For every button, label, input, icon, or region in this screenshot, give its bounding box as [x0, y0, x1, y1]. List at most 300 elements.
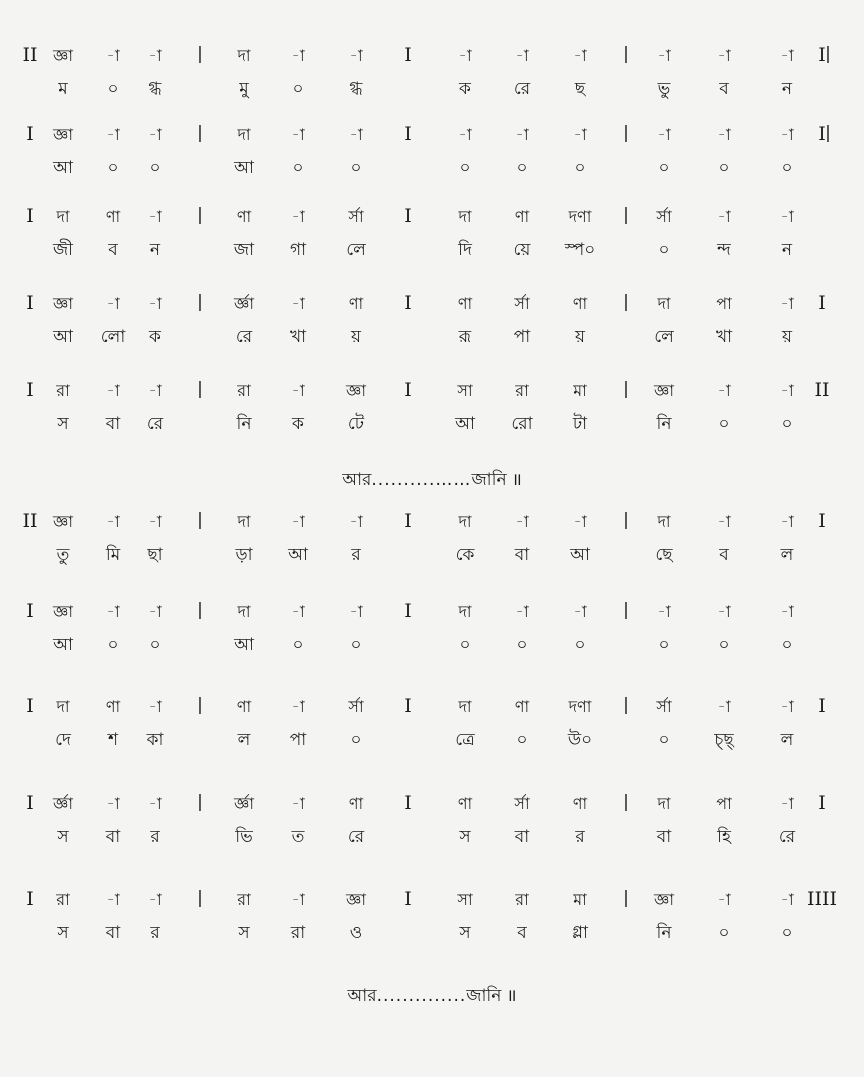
bar-line-marker: IIII: [806, 888, 838, 910]
bar-line-marker: II: [814, 379, 830, 401]
lyric-syllable: হি: [717, 827, 731, 847]
lyric-syllable: স: [238, 923, 250, 943]
swara-note: -া: [106, 125, 120, 144]
swara-note: -া: [106, 602, 120, 621]
lyric-syllable: ন্দ: [717, 240, 731, 260]
lyric-syllable: ০: [718, 158, 730, 178]
lyric-syllable: র: [351, 545, 361, 565]
swara-note: -া: [458, 46, 472, 65]
swara-note: -া: [106, 512, 120, 531]
swara-note: দা: [458, 207, 472, 226]
swara-note: -া: [717, 890, 731, 909]
swara-note: রা: [56, 381, 70, 400]
lyric-syllable: শ: [107, 730, 119, 750]
swara-note: মা: [573, 890, 587, 909]
lyric-syllable: ০: [107, 635, 119, 655]
lyric-syllable: গ্ধ: [148, 79, 162, 99]
lyric-syllable: বা: [656, 827, 672, 847]
swara-note: জ্ঞা: [346, 890, 366, 909]
swara-note: মা: [573, 381, 587, 400]
swara-note: -া: [515, 602, 529, 621]
bar-line-marker: I: [26, 600, 34, 622]
lyric-syllable: রে: [347, 827, 365, 847]
lyric-syllable: য়: [350, 327, 362, 347]
swara-note: -া: [106, 381, 120, 400]
swara-note: -া: [573, 512, 587, 531]
lyric-syllable: স: [57, 923, 69, 943]
lyric-syllable: ন: [781, 240, 793, 260]
lyric-syllable: কে: [455, 545, 475, 565]
swara-note: -া: [458, 125, 472, 144]
lyric-syllable: আ: [570, 545, 590, 565]
refrain-line: [0, 472, 864, 489]
lyric-syllable: রূ: [458, 327, 472, 347]
bar-line-marker: I: [26, 888, 34, 910]
swara-note: -া: [148, 294, 162, 313]
bar-line-marker: I: [404, 123, 412, 145]
swara-note: দা: [237, 512, 251, 531]
lyric-syllable: পা: [513, 327, 531, 347]
lyric-syllable: ল: [780, 545, 794, 565]
bar-line-marker: |: [197, 205, 203, 225]
lyric-syllable: স: [459, 923, 471, 943]
lyric-syllable: উ০: [567, 730, 593, 750]
lyric-syllable: রো: [511, 414, 533, 434]
swara-note: -া: [657, 602, 671, 621]
swara-note: -া: [573, 125, 587, 144]
bar-line-marker: |: [623, 510, 629, 530]
swara-note: দা: [237, 46, 251, 65]
swara-note: -া: [148, 381, 162, 400]
swara-note: ণা: [514, 697, 530, 716]
swara-note: -া: [657, 125, 671, 144]
lyric-syllable: বা: [514, 545, 530, 565]
lyric-syllable: র: [150, 827, 160, 847]
lyric-syllable: ড়া: [235, 545, 253, 565]
swara-note: -া: [780, 294, 794, 313]
lyric-syllable: টে: [347, 414, 365, 434]
swara-note: র্সা: [514, 794, 530, 813]
swara-note: দা: [237, 125, 251, 144]
swara-note: র্সা: [514, 294, 530, 313]
lyric-syllable: আ: [53, 327, 73, 347]
lyric-syllable: বা: [105, 414, 121, 434]
bar-line-marker: I: [404, 695, 412, 717]
swara-note: -া: [780, 697, 794, 716]
swara-note: -া: [148, 602, 162, 621]
swara-note: -া: [717, 512, 731, 531]
lyric-syllable: আ: [455, 414, 475, 434]
bar-line-marker: I: [26, 205, 34, 227]
refrain-mark: ॥: [511, 470, 522, 490]
lyric-syllable: বা: [105, 923, 121, 943]
lyric-syllable: আ: [234, 158, 254, 178]
lyric-syllable: স: [459, 827, 471, 847]
bar-line-marker: |: [197, 379, 203, 399]
swara-note: -া: [515, 512, 529, 531]
bar-line-marker: I: [818, 44, 826, 66]
lyric-syllable: তু: [56, 545, 70, 565]
bar-line-marker: I: [818, 292, 826, 314]
swara-note: -া: [106, 294, 120, 313]
bar-line-marker: I: [26, 695, 34, 717]
bar-line-marker: I: [404, 510, 412, 532]
lyric-syllable: বা: [105, 827, 121, 847]
lyric-syllable: আ: [288, 545, 308, 565]
lyric-syllable: আ: [53, 158, 73, 178]
lyric-syllable: ছা: [147, 545, 163, 565]
lyric-syllable: ০: [658, 730, 670, 750]
lyric-syllable: জা: [233, 240, 255, 260]
swara-note: -া: [780, 794, 794, 813]
lyric-syllable: ক: [292, 414, 304, 434]
lyric-syllable: ত্রে: [455, 730, 475, 750]
lyric-syllable: য়: [781, 327, 793, 347]
swara-note: র্জ্ঞা: [234, 294, 254, 313]
bar-line-marker: |: [623, 379, 629, 399]
swara-note: র্সা: [656, 207, 672, 226]
bar-line-marker: I: [404, 888, 412, 910]
lyric-syllable: ০: [459, 158, 471, 178]
lyric-syllable: ০: [459, 635, 471, 655]
swara-note: -া: [291, 697, 305, 716]
lyric-syllable: খা: [715, 327, 733, 347]
lyric-syllable: আ: [234, 635, 254, 655]
swara-note: -া: [780, 602, 794, 621]
bar-line-marker: |: [623, 792, 629, 812]
swara-note: -া: [717, 602, 731, 621]
swara-note: -া: [148, 697, 162, 716]
lyric-syllable: ০: [516, 730, 528, 750]
refrain-dots: ..............: [376, 986, 467, 1006]
swara-note: -া: [657, 46, 671, 65]
swara-note: -া: [148, 794, 162, 813]
lyric-syllable: ০: [516, 158, 528, 178]
lyric-syllable: ব: [517, 923, 527, 943]
swara-note: রা: [515, 890, 529, 909]
lyric-syllable: স: [57, 414, 69, 434]
lyric-syllable: ছে: [655, 545, 673, 565]
swara-note: জ্ঞা: [346, 381, 366, 400]
lyric-syllable: রে: [513, 79, 531, 99]
lyric-syllable: ছ: [574, 79, 586, 99]
swara-note: জ্ঞা: [53, 602, 73, 621]
lyric-syllable: লো: [100, 327, 126, 347]
swara-note: র্সা: [348, 207, 364, 226]
swara-note: -া: [291, 890, 305, 909]
swara-note: -া: [148, 512, 162, 531]
swara-note: -া: [148, 890, 162, 909]
swara-note: -া: [291, 512, 305, 531]
swara-note: ণা: [236, 207, 252, 226]
swara-note: -া: [148, 125, 162, 144]
lyric-syllable: আ: [53, 635, 73, 655]
swara-note: দা: [458, 602, 472, 621]
bar-line-marker: I: [404, 600, 412, 622]
bar-line-marker: I: [26, 123, 34, 145]
swara-note: রা: [56, 890, 70, 909]
bar-line-marker: |: [623, 44, 629, 64]
lyric-syllable: ০: [350, 635, 362, 655]
swara-note: পা: [716, 294, 732, 313]
swara-note: -া: [349, 512, 363, 531]
swara-note: দণা: [568, 207, 592, 226]
swara-note: জ্ঞা: [654, 381, 674, 400]
lyric-syllable: ল: [237, 730, 251, 750]
swara-note: র্সা: [348, 697, 364, 716]
bar-line-marker: |: [197, 292, 203, 312]
bar-line-marker: II: [22, 44, 38, 66]
lyric-syllable: য়: [574, 327, 586, 347]
swara-note: র্সা: [656, 697, 672, 716]
swara-note: ণা: [236, 697, 252, 716]
refrain-end: জানি: [471, 470, 507, 490]
lyric-syllable: ক: [459, 79, 471, 99]
swara-note: -া: [780, 890, 794, 909]
lyric-syllable: ০: [781, 923, 793, 943]
swara-note: সা: [457, 890, 473, 909]
lyric-syllable: ০: [292, 79, 304, 99]
swara-note: পা: [716, 794, 732, 813]
swara-note: দণা: [568, 697, 592, 716]
swara-note: রা: [515, 381, 529, 400]
refrain-dots: ..........……: [371, 470, 472, 490]
swara-note: -া: [717, 207, 731, 226]
swara-note: -া: [515, 125, 529, 144]
swara-note: জ্ঞা: [654, 890, 674, 909]
lyric-syllable: রে: [146, 414, 164, 434]
bar-line-marker: |: [825, 123, 831, 143]
bar-line-marker: |: [623, 292, 629, 312]
swara-note: -া: [291, 125, 305, 144]
lyric-syllable: ০: [574, 158, 586, 178]
lyric-syllable: খা: [289, 327, 307, 347]
lyric-syllable: ০: [781, 414, 793, 434]
bar-line-marker: |: [197, 600, 203, 620]
swara-note: জ্ঞা: [53, 46, 73, 65]
lyric-syllable: ও: [349, 923, 363, 943]
lyric-syllable: ভু: [657, 79, 671, 99]
lyric-syllable: ০: [149, 158, 161, 178]
lyric-syllable: ০: [658, 240, 670, 260]
lyric-syllable: ত: [291, 827, 305, 847]
lyric-syllable: মু: [239, 79, 249, 99]
lyric-syllable: স: [57, 827, 69, 847]
bar-line-marker: I: [404, 205, 412, 227]
bar-line-marker: |: [623, 123, 629, 143]
swara-note: -া: [780, 512, 794, 531]
lyric-syllable: ভি: [235, 827, 253, 847]
lyric-syllable: ০: [107, 158, 119, 178]
lyric-syllable: মি: [105, 545, 121, 565]
bar-line-marker: |: [197, 123, 203, 143]
lyric-syllable: রে: [778, 827, 796, 847]
swara-note: জ্ঞা: [53, 512, 73, 531]
lyric-syllable: রা: [290, 923, 306, 943]
swara-note: ণা: [105, 207, 121, 226]
lyric-syllable: জী: [52, 240, 74, 260]
swara-note: ণা: [572, 794, 588, 813]
lyric-syllable: গ্ধ: [349, 79, 363, 99]
lyric-syllable: স্প০: [564, 240, 596, 260]
lyric-syllable: বা: [514, 827, 530, 847]
swara-note: -া: [780, 46, 794, 65]
lyric-syllable: ব: [719, 79, 729, 99]
swara-note: -া: [349, 125, 363, 144]
lyric-syllable: দে: [55, 730, 71, 750]
lyric-syllable: ব: [719, 545, 729, 565]
lyric-syllable: ০: [718, 414, 730, 434]
lyric-syllable: ০: [107, 79, 119, 99]
swara-note: -া: [717, 381, 731, 400]
swara-note: দা: [458, 697, 472, 716]
lyric-syllable: দি: [458, 240, 472, 260]
swara-note: র্জ্ঞা: [234, 794, 254, 813]
bar-line-marker: |: [197, 888, 203, 908]
bar-line-marker: I: [818, 695, 826, 717]
swara-note: দা: [56, 207, 70, 226]
swara-note: দা: [657, 512, 671, 531]
lyric-syllable: নি: [656, 414, 672, 434]
bar-line-marker: I: [404, 44, 412, 66]
bar-line-marker: |: [197, 695, 203, 715]
lyric-syllable: গ্লা: [572, 923, 588, 943]
bar-line-marker: |: [623, 888, 629, 908]
swara-note: দা: [458, 512, 472, 531]
refrain-end: জানি: [466, 986, 502, 1006]
lyric-syllable: ০: [292, 635, 304, 655]
lyric-syllable: ল: [780, 730, 794, 750]
lyric-syllable: চ্ছ্: [714, 730, 734, 750]
bar-line-marker: I: [404, 792, 412, 814]
lyric-syllable: লে: [654, 327, 674, 347]
lyric-syllable: ব: [108, 240, 118, 260]
bar-line-marker: |: [197, 44, 203, 64]
swara-note: ণা: [105, 697, 121, 716]
swara-note: -া: [291, 381, 305, 400]
swara-note: -া: [573, 602, 587, 621]
lyric-syllable: য়ে: [513, 240, 531, 260]
swara-note: -া: [780, 125, 794, 144]
bar-line-marker: I: [818, 792, 826, 814]
bar-line-marker: |: [623, 600, 629, 620]
bar-line-marker: I: [404, 379, 412, 401]
lyric-syllable: ০: [781, 158, 793, 178]
swara-note: রা: [237, 890, 251, 909]
swara-note: রা: [237, 381, 251, 400]
lyric-syllable: ০: [149, 635, 161, 655]
lyric-syllable: র: [150, 923, 160, 943]
lyric-syllable: ন: [781, 79, 793, 99]
bar-line-marker: I: [26, 292, 34, 314]
bar-line-marker: |: [197, 510, 203, 530]
swara-note: সা: [457, 381, 473, 400]
swara-note: -া: [291, 207, 305, 226]
swara-note: ণা: [457, 294, 473, 313]
swara-note: -া: [717, 125, 731, 144]
swara-note: দা: [56, 697, 70, 716]
swara-note: -া: [717, 46, 731, 65]
lyric-syllable: টা: [572, 414, 588, 434]
swara-note: -া: [780, 381, 794, 400]
swara-note: র্জ্ঞা: [53, 794, 73, 813]
refrain-line: [0, 988, 864, 1005]
swara-note: জ্ঞা: [53, 294, 73, 313]
swara-note: দা: [657, 794, 671, 813]
lyric-syllable: ০: [516, 635, 528, 655]
lyric-syllable: গা: [289, 240, 307, 260]
swara-note: দা: [657, 294, 671, 313]
swara-note: -া: [780, 207, 794, 226]
lyric-syllable: নি: [236, 414, 252, 434]
swara-note: -া: [148, 46, 162, 65]
swara-note: ণা: [572, 294, 588, 313]
swara-note: জ্ঞা: [53, 125, 73, 144]
swara-note: -া: [349, 46, 363, 65]
lyric-syllable: ০: [718, 923, 730, 943]
swara-note: -া: [291, 794, 305, 813]
swara-note: -া: [291, 602, 305, 621]
bar-line-marker: |: [197, 792, 203, 812]
swara-note: ণা: [514, 207, 530, 226]
lyric-syllable: ক: [149, 327, 161, 347]
swara-note: -া: [349, 602, 363, 621]
refrain-mark: ॥: [506, 986, 517, 1006]
lyric-syllable: ০: [350, 158, 362, 178]
bar-line-marker: |: [623, 695, 629, 715]
bar-line-marker: II: [22, 510, 38, 532]
lyric-syllable: রে: [235, 327, 253, 347]
bar-line-marker: I: [818, 123, 826, 145]
lyric-syllable: ০: [350, 730, 362, 750]
lyric-syllable: ন: [149, 240, 161, 260]
swara-note: -া: [291, 46, 305, 65]
lyric-syllable: নি: [656, 923, 672, 943]
swara-note: -া: [291, 294, 305, 313]
swara-note: -া: [717, 697, 731, 716]
bar-line-marker: |: [623, 205, 629, 225]
refrain-start: আর: [342, 470, 372, 490]
lyric-syllable: ০: [574, 635, 586, 655]
swara-note: -া: [106, 794, 120, 813]
lyric-syllable: ০: [658, 158, 670, 178]
lyric-syllable: ০: [781, 635, 793, 655]
lyric-syllable: র: [575, 827, 585, 847]
swara-note: -া: [515, 46, 529, 65]
lyric-syllable: ০: [718, 635, 730, 655]
swara-note: ণা: [348, 294, 364, 313]
swara-note: দা: [237, 602, 251, 621]
bar-line-marker: I: [26, 792, 34, 814]
swara-note: ণা: [457, 794, 473, 813]
swara-note: ণা: [348, 794, 364, 813]
lyric-syllable: কা: [146, 730, 164, 750]
refrain-start: আর: [347, 986, 377, 1006]
bar-line-marker: I: [26, 379, 34, 401]
bar-line-marker: I: [818, 510, 826, 532]
swara-note: -া: [148, 207, 162, 226]
swara-note: -া: [106, 46, 120, 65]
lyric-syllable: ০: [292, 158, 304, 178]
lyric-syllable: ম: [58, 79, 68, 99]
swara-note: -া: [106, 890, 120, 909]
lyric-syllable: লে: [346, 240, 366, 260]
lyric-syllable: পা: [289, 730, 307, 750]
bar-line-marker: |: [825, 44, 831, 64]
bar-line-marker: I: [404, 292, 412, 314]
lyric-syllable: ০: [658, 635, 670, 655]
swara-note: -া: [573, 46, 587, 65]
